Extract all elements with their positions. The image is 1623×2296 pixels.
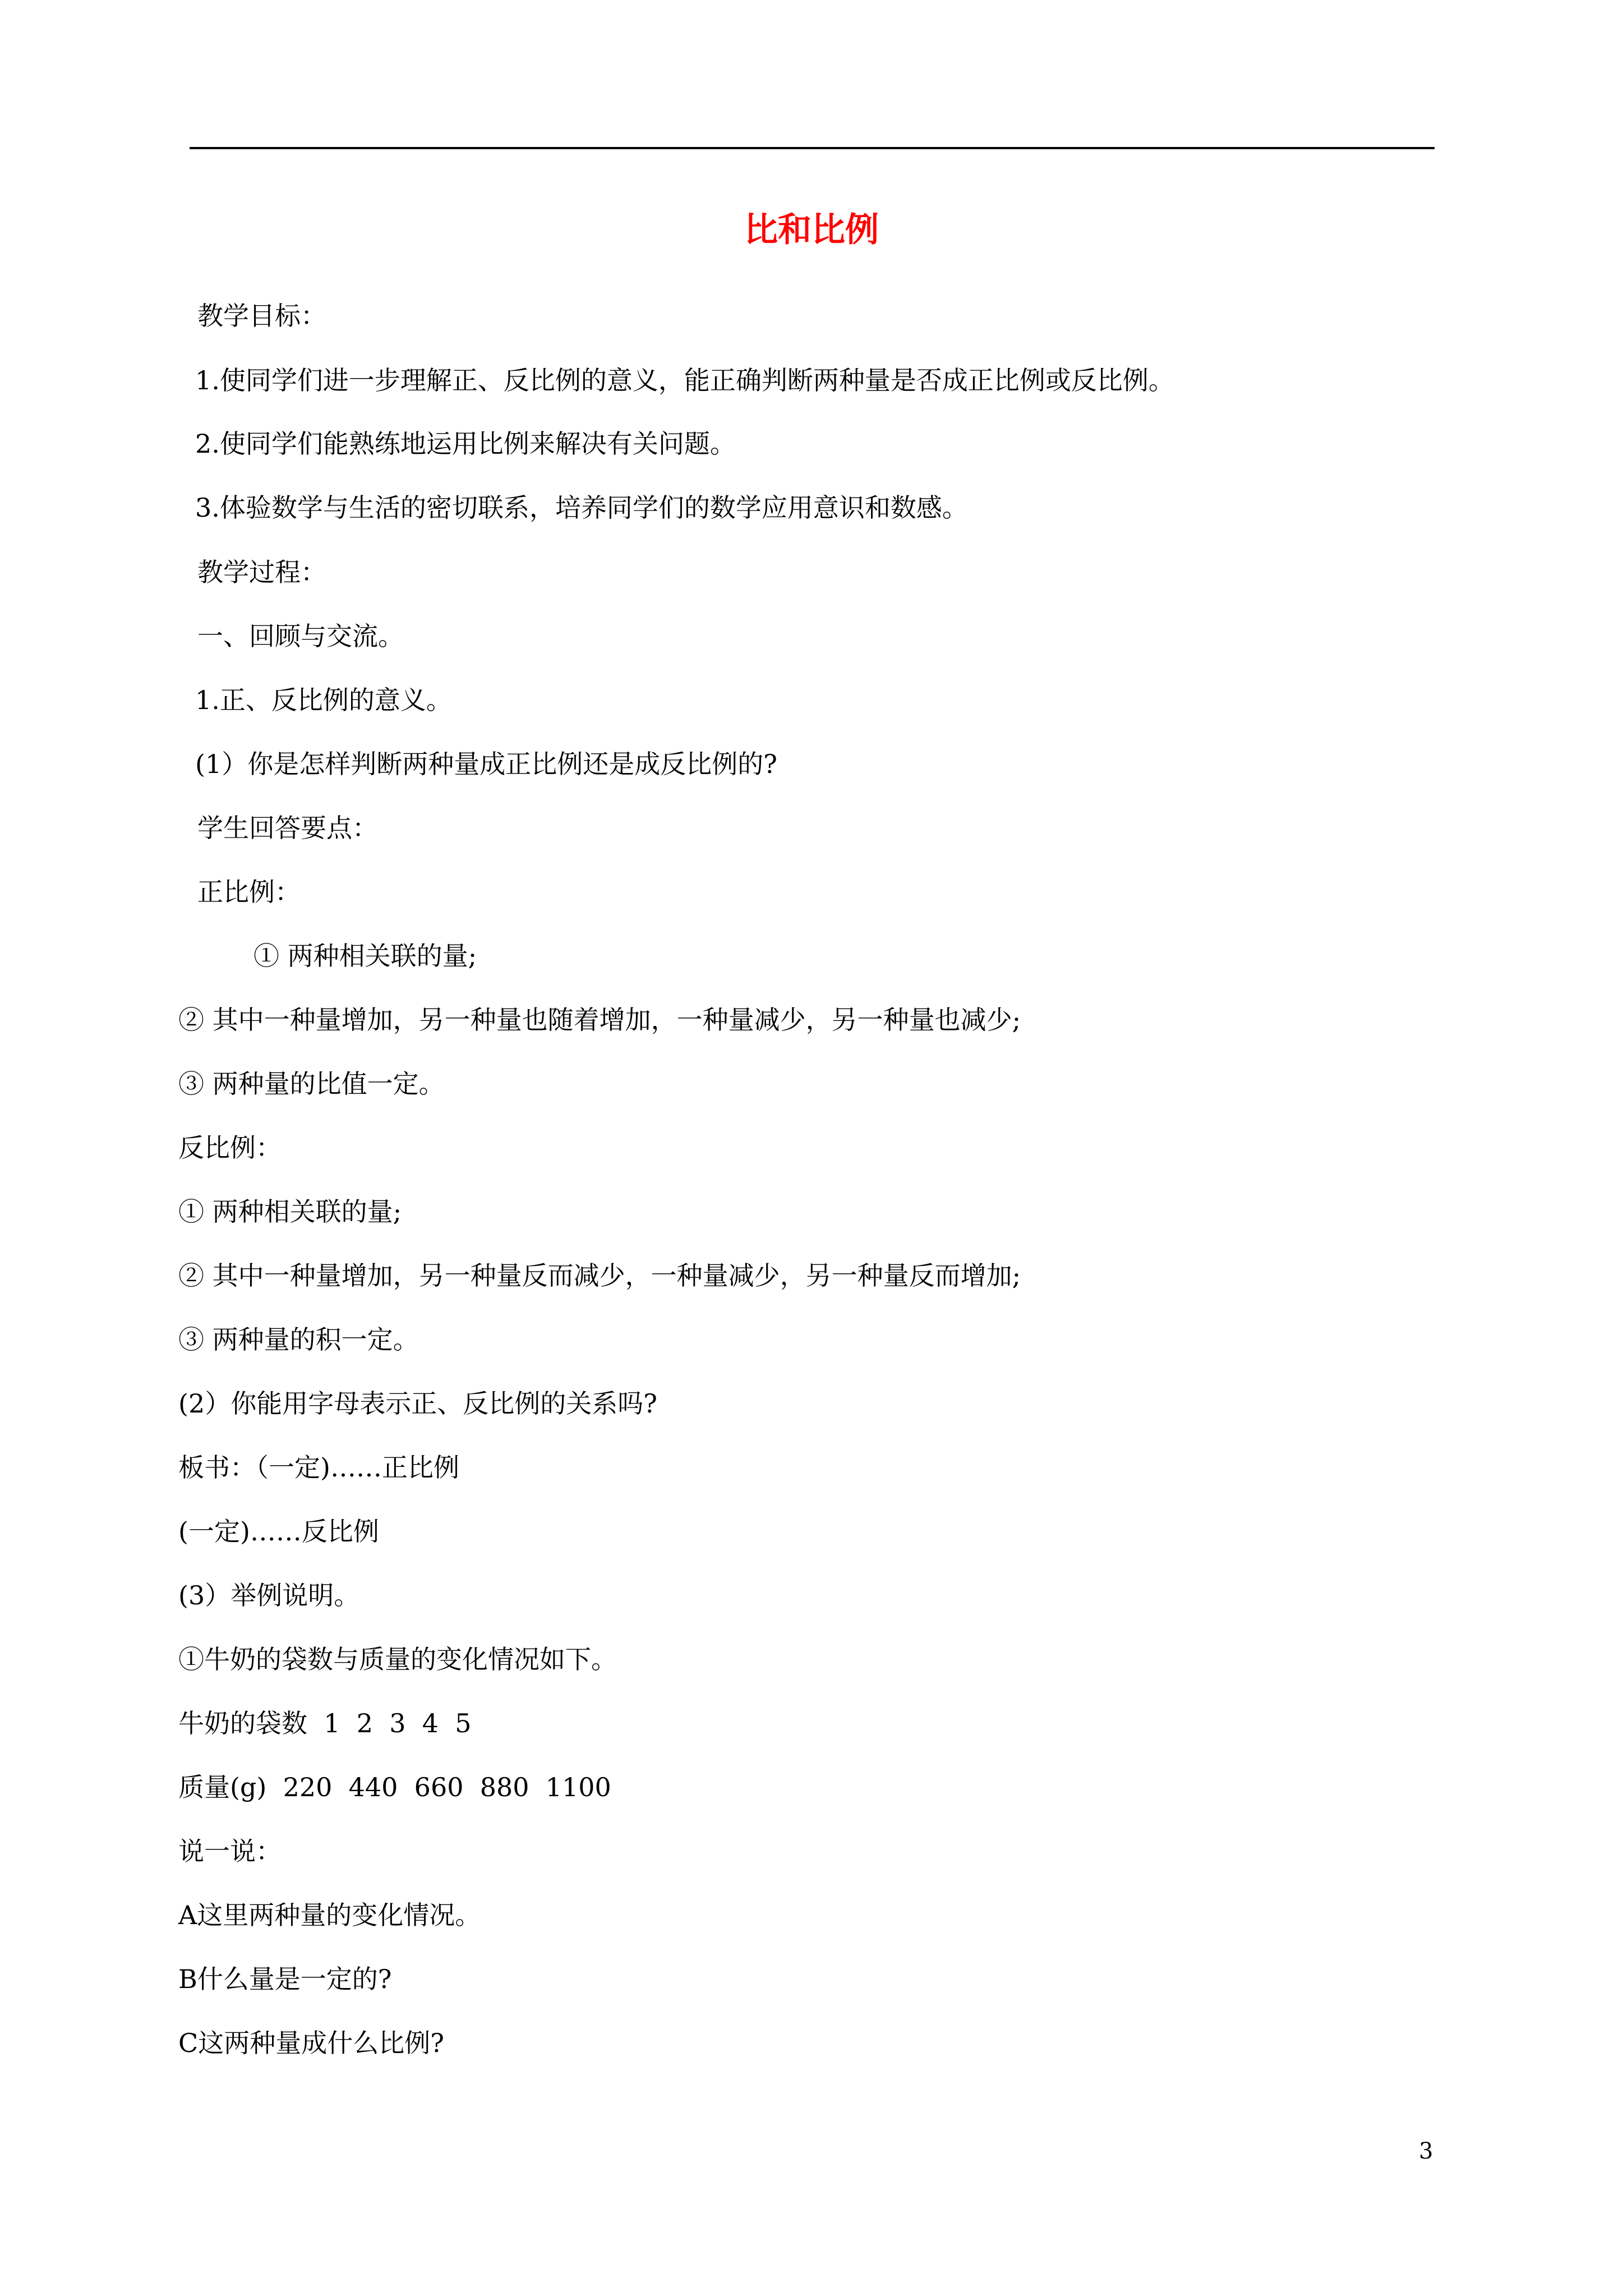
text-line-question-1: (1）你是怎样判断两种量成正比例还是成反比例的?: [195, 749, 777, 779]
text-line-answer-points: 学生回答要点：: [197, 813, 378, 843]
text-line-milk-example: ①牛奶的袋数与质量的变化情况如下。: [178, 1644, 617, 1674]
text-line-teaching-goals: 教学目标：: [197, 301, 326, 331]
text-line-inverse-point-3: ③ 两种量的积一定。: [178, 1324, 419, 1355]
text-line-section-1: 一、回顾与交流。: [197, 621, 404, 651]
text-line-discuss-c: C这两种量成什么比例?: [178, 2028, 444, 2058]
text-line-discuss: 说一说：: [178, 1836, 282, 1866]
text-line-teaching-process: 教学过程：: [197, 557, 326, 587]
text-line-inverse-point-2: ② 其中一种量增加，另一种量反而减少，一种量减少，另一种量反而增加;: [178, 1260, 1021, 1291]
text-line-direct-point-1: ① 两种相关联的量;: [253, 941, 477, 971]
text-line-milk-bags: 牛奶的袋数 1 2 3 4 5: [178, 1708, 472, 1738]
text-line-inverse-point-1: ① 两种相关联的量;: [178, 1197, 402, 1227]
text-line-item-1: 1.正、反比例的意义。: [195, 685, 452, 715]
text-line-question-2: (2）你能用字母表示正、反比例的关系吗?: [178, 1388, 657, 1419]
text-line-milk-mass: 质量(g) 220 440 660 880 1100: [178, 1772, 611, 1802]
text-line-direct-proportion: 正比例：: [197, 877, 301, 907]
header-rule: [190, 147, 1435, 149]
text-line-inverse-proportion: 反比例：: [178, 1133, 282, 1163]
document-title: 比和比例: [744, 210, 879, 250]
text-line-direct-point-3: ③ 两种量的比值一定。: [178, 1069, 445, 1099]
text-line-question-3: (3）举例说明。: [178, 1580, 360, 1611]
text-line-discuss-b: B什么量是一定的?: [178, 1964, 392, 1994]
text-line-direct-point-2: ② 其中一种量增加，另一种量也随着增加，一种量减少，另一种量也减少;: [178, 1005, 1021, 1035]
text-line-goal-2: 2.使同学们能熟练地运用比例来解决有关问题。: [195, 429, 736, 459]
text-line-goal-1: 1.使同学们进一步理解正、反比例的意义，能正确判断两种量是否成正比例或反比例。: [195, 365, 1174, 395]
text-line-goal-3: 3.体验数学与生活的密切联系，培养同学们的数学应用意识和数感。: [195, 493, 968, 523]
text-line-discuss-a: A这里两种量的变化情况。: [178, 1900, 481, 1930]
text-line-blackboard-1: 板书：（一定)……正比例: [178, 1452, 459, 1483]
page-number: 3: [1419, 2138, 1433, 2164]
text-line-blackboard-2: (一定)……反比例: [178, 1516, 379, 1547]
